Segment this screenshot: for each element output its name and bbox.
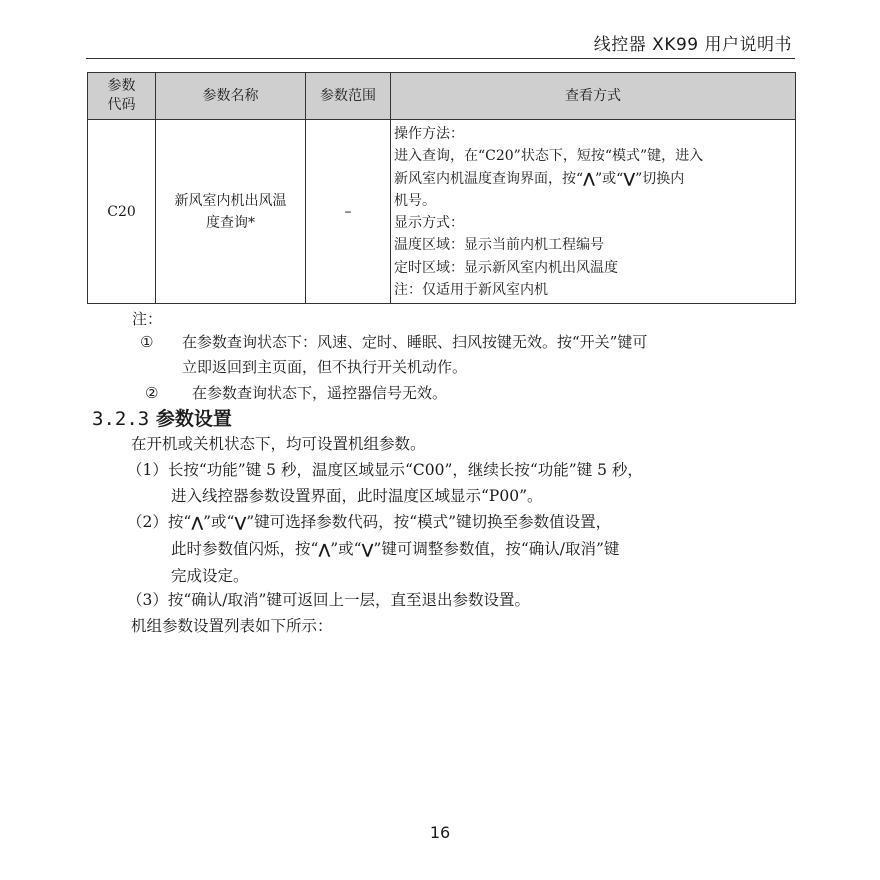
section-outro: 机组参数设置列表如下所示： [131, 617, 333, 635]
note-item [140, 330, 800, 380]
method-line: 操作方法： [394, 126, 464, 142]
cell-param-name: 新风室内机出风温 度查询* [156, 120, 306, 304]
down-arrow-icon: ⋁ [623, 170, 636, 187]
method-line: 显示方式： [394, 215, 464, 232]
section-title: 参数设置 [155, 408, 232, 430]
step-line: 进入线控器参数设置界面，此时温度区域显示“P00”。 [171, 487, 543, 505]
note-number: ① [140, 333, 154, 351]
note-line: 在参数查询状态下：风速、定时、睡眠、扫风按键无效。按“开关”键可 [182, 333, 648, 351]
note-line: 在参数查询状态下，遥控器信号无效。 [192, 384, 448, 402]
note-number: ② [145, 384, 159, 402]
step-prefix: （2） [127, 513, 168, 531]
method-line: 定时区域：显示新风室内机出风温度 [394, 259, 618, 276]
up-arrow-icon: ⋀ [191, 515, 204, 531]
parameter-table [87, 72, 796, 304]
step-text: ”键可调整参数值，按“确认/取消”键 [373, 540, 620, 558]
note-item [145, 381, 805, 406]
method-line: 进入查询，在“C20”状态下，短按“模式”键，进入 [394, 148, 704, 165]
up-arrow-icon: ⋀ [583, 170, 595, 187]
section-number: 3.2.3 [92, 408, 150, 430]
note-line: 立即返回到主页面，但不执行开关机动作。 [182, 358, 468, 376]
section-heading [92, 404, 232, 431]
step-text: 按“ [167, 513, 192, 531]
method-line: 温度区域：显示当前内机工程编号 [394, 237, 604, 254]
step-line: 长按“功能”键 5 秒，温度区域显示“C00”，继续长按“功能”键 5 秒， [167, 461, 643, 479]
step-text: ”或“ [330, 540, 362, 558]
up-arrow-icon: ⋀ [318, 542, 331, 558]
header-param-name: 参数名称 [156, 73, 306, 120]
page-number: 16 [429, 823, 451, 842]
step-text: ”或“ [203, 513, 235, 531]
method-line: 机号。 [394, 192, 436, 209]
step-text: ”键可选择参数代码，按“模式”键切换至参数值设置， [246, 513, 612, 531]
method-line [394, 168, 793, 190]
step-item [127, 457, 643, 509]
header-param-code: 参数 代码 [88, 73, 156, 120]
method-text: ”或“ [594, 170, 624, 187]
cell-param-code: C20 [88, 120, 156, 304]
cell-view-method [391, 120, 796, 304]
cell-param-range: – [306, 120, 391, 304]
step-prefix: （3） [127, 591, 168, 609]
step-prefix: （1） [127, 461, 168, 479]
table-row [88, 120, 796, 304]
method-text: 新风室内机温度查询界面，按“ [394, 170, 584, 187]
method-line: 注：仅适用于新风室内机 [394, 282, 548, 299]
down-arrow-icon: ⋁ [361, 542, 374, 558]
step-line: 按“确认/取消”键可返回上一层，直至退出参数设置。 [167, 591, 530, 609]
header-param-range: 参数范围 [306, 73, 391, 120]
method-text: ”切换内 [635, 170, 685, 187]
header-view-method: 查看方式 [391, 73, 796, 120]
notes-label: 注： [132, 310, 163, 328]
header-divider [86, 58, 795, 59]
step-text: 此时参数值闪烁，按“ [171, 540, 319, 558]
step-item [127, 587, 530, 613]
document-header-title: 线控器 XK99 用户说明书 [593, 35, 792, 55]
step-item [127, 509, 619, 589]
table-header-row [88, 73, 796, 120]
down-arrow-icon: ⋁ [234, 515, 247, 531]
section-intro: 在开机或关机状态下，均可设置机组参数。 [131, 435, 426, 453]
step-line: 完成设定。 [171, 567, 249, 585]
